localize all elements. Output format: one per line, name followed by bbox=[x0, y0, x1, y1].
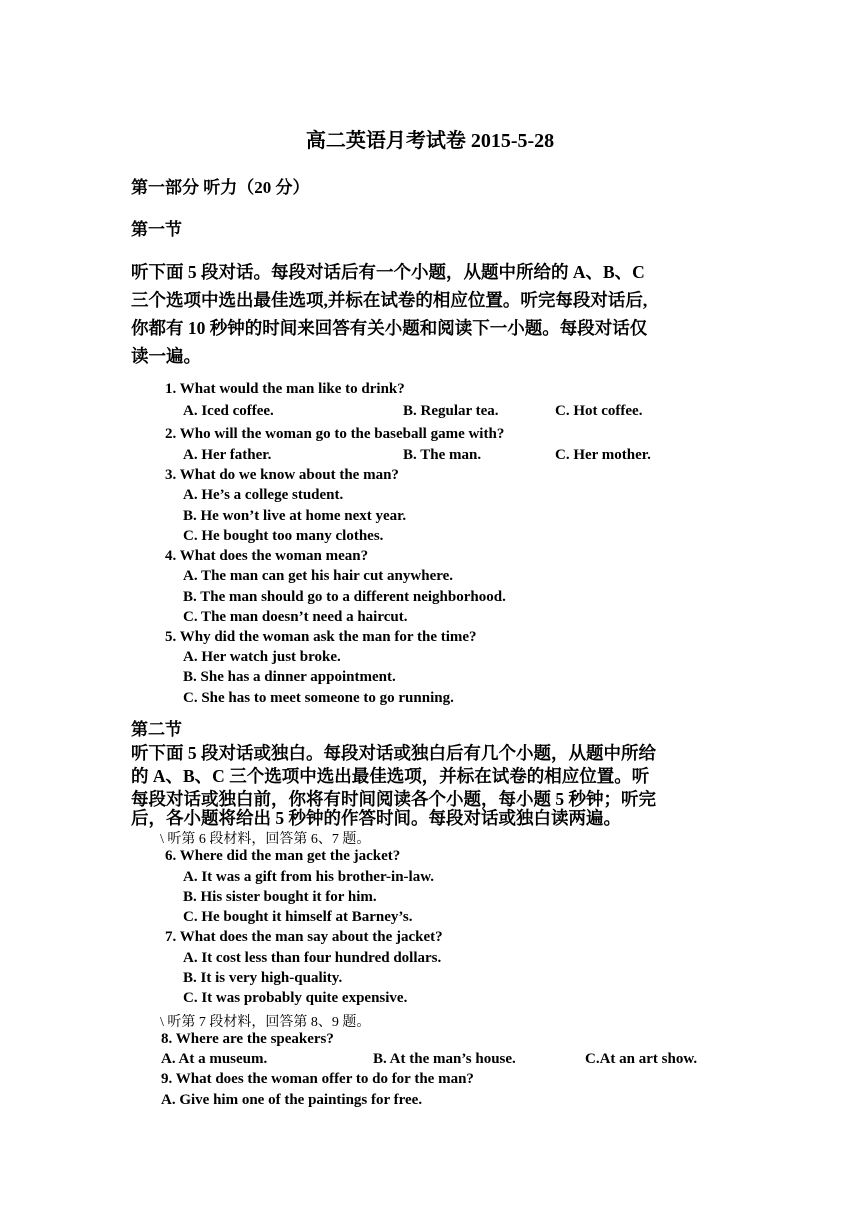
instruction-line: 三个选项中选出最佳选项,并标在试卷的相应位置。听完每段对话后, bbox=[131, 290, 648, 310]
part-heading: 第一部分 听力（20 分） bbox=[131, 178, 310, 197]
question-1: 1. What would the man like to drink? bbox=[165, 381, 405, 397]
question-7: 7. What does the man say about the jacket? bbox=[165, 929, 443, 945]
option-a: A. It was a gift from his brother-in-law. bbox=[183, 869, 434, 885]
option-b: B. His sister bought it for him. bbox=[183, 889, 377, 905]
question-3: 3. What do we know about the man? bbox=[165, 467, 399, 483]
question-5: 5. Why did the woman ask the man for the time? bbox=[165, 629, 477, 645]
option-c: C. She has to meet someone to go running. bbox=[183, 690, 454, 706]
option-b: B. Regular tea. bbox=[403, 403, 499, 419]
instruction-line: 听下面 5 段对话。每段对话后有一个小题，从题中所给的 A、B、C bbox=[131, 262, 645, 282]
option-a: A. He’s a college student. bbox=[183, 487, 344, 503]
option-b: B. She has a dinner appointment. bbox=[183, 669, 396, 685]
option-c: C.At an art show. bbox=[585, 1051, 698, 1067]
instruction-line: 每段对话或独白前，你将有时间阅读各个小题，每小题 5 秒钟；听完 bbox=[131, 789, 656, 809]
option-a: A. The man can get his hair cut anywhere. bbox=[183, 568, 454, 584]
option-b: B. At the man’s house. bbox=[373, 1051, 516, 1067]
question-6: 6. Where did the man get the jacket? bbox=[165, 848, 401, 864]
page-title: 高二英语月考试卷 2015-5-28 bbox=[305, 130, 555, 152]
option-b: B. The man. bbox=[403, 447, 482, 463]
option-a: A. Give him one of the paintings for free. bbox=[161, 1092, 423, 1108]
section-heading-2: 第二节 bbox=[131, 720, 182, 739]
instruction-line: 你都有 10 秒钟的时间来回答有关小题和阅读下一小题。每段对话仅 bbox=[131, 318, 648, 338]
option-c: C. He bought it himself at Barney’s. bbox=[183, 909, 413, 925]
option-b: B. He won’t live at home next year. bbox=[183, 508, 407, 524]
option-a: A. Iced coffee. bbox=[183, 403, 274, 419]
option-c: C. The man doesn’t need a haircut. bbox=[183, 609, 408, 625]
option-a: A. Her watch just broke. bbox=[183, 649, 341, 665]
option-b: B. The man should go to a different neighborhood. bbox=[183, 589, 506, 605]
option-b: B. It is very high-quality. bbox=[183, 970, 343, 986]
section-heading-1: 第一节 bbox=[131, 220, 182, 239]
option-c: C. It was probably quite expensive. bbox=[183, 990, 408, 1006]
option-a: A. At a museum. bbox=[161, 1051, 268, 1067]
instruction-line: 的 A、B、C 三个选项中选出最佳选项，并标在试卷的相应位置。听 bbox=[131, 766, 650, 786]
question-2: 2. Who will the woman go to the baseball game with? bbox=[165, 426, 505, 442]
option-c: C. Hot coffee. bbox=[555, 403, 643, 419]
instruction-line: 听下面 5 段对话或独白。每段对话或独白后有几个小题，从题中所给 bbox=[131, 743, 656, 763]
instruction-line: 读一遍。 bbox=[131, 346, 201, 366]
option-c: C. He bought too many clothes. bbox=[183, 528, 384, 544]
option-a: A. It cost less than four hundred dollars. bbox=[183, 950, 442, 966]
question-4: 4. What does the woman mean? bbox=[165, 548, 369, 564]
option-c: C. Her mother. bbox=[555, 447, 651, 463]
instruction-line: 后，各小题将给出 5 秒钟的作答时间。每段对话或独白读两遍。 bbox=[131, 808, 621, 828]
listening-note: \ 听第 7 段材料，回答第 8、9 题。 bbox=[160, 1015, 371, 1030]
question-8: 8. Where are the speakers? bbox=[161, 1031, 334, 1047]
option-a: A. Her father. bbox=[183, 447, 272, 463]
question-9: 9. What does the woman offer to do for the man? bbox=[161, 1071, 474, 1087]
listening-note: \ 听第 6 段材料，回答第 6、7 题。 bbox=[160, 832, 371, 847]
